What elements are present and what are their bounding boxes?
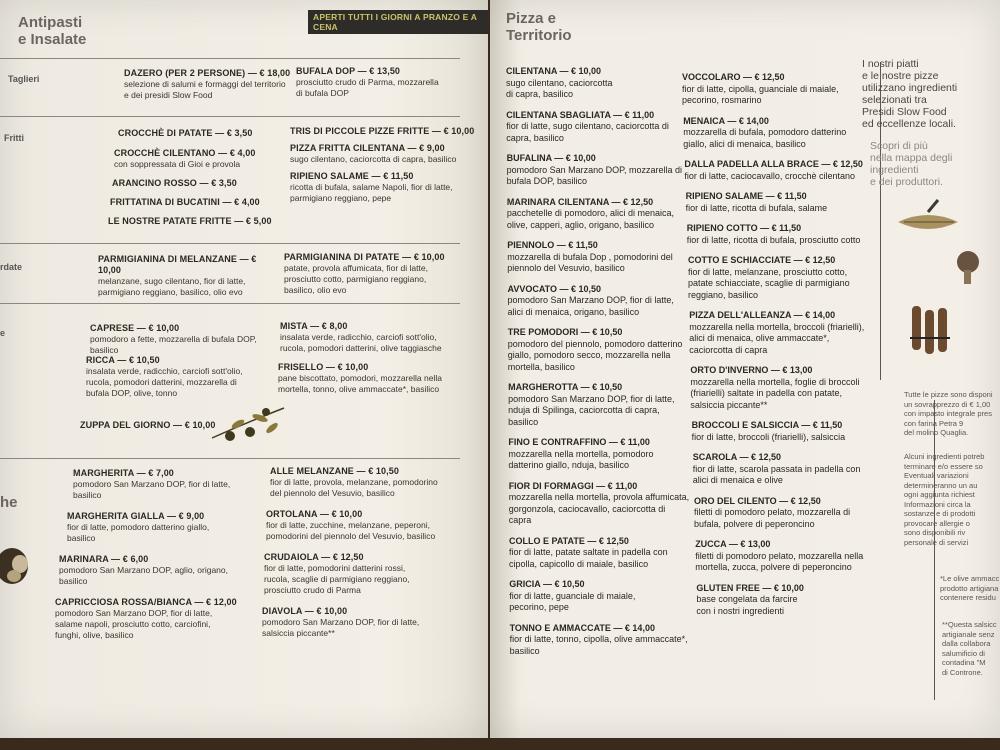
pizza-name: PIENNOLO — € 11,50 [507,240,598,250]
dish-pizza-fritta [290,143,475,165]
dish-parmigiana-patate [284,252,469,296]
pizza-name: FINO E CONTRAFFINO — € 11,00 [508,437,650,447]
dish-arancino [112,178,283,189]
pizza-name: RIPIENO COTTO — € 11,50 [686,223,802,233]
dish-desc: ricotta di bufala, salame Napoli, fior di latte, parmigiano reggiano, pepe [290,182,453,203]
dish-name: ARANCINO ROSSO — € 3,50 [112,178,237,188]
dish-margherita [73,468,265,501]
pizza-item [509,579,696,614]
pizza-item [692,420,874,443]
pizza-name: RIPIENO SALAME — € 11,50 [685,191,807,201]
fritti-right-column [290,126,475,204]
dish-mista [280,321,465,354]
pizza-item [690,365,874,411]
pizza-desc: pomodoro San Marzano DOP, fior di latte, nduja di Spilinga, caciorcotta di capra, basilico [508,393,675,427]
pizza-name: ORTO D'INVERNO — € 13,00 [690,365,813,375]
dish-dazero [124,68,294,101]
dish-name: BUFALA DOP — € 13,50 [296,66,401,76]
pizza-column-2 [682,72,874,626]
pizza-item [508,284,697,319]
dish-name: MARINARA — € 6,00 [59,554,149,564]
dish-crocche-patate [118,128,283,139]
pizza-desc: mozzarella nella mortella, pomodoro datterino giallo, nduja, basilico [508,448,654,470]
dish-name: RIPIENO SALAME — € 11,50 [290,171,414,181]
pizza-item [507,197,696,232]
dish-crudaiola [264,552,482,596]
note-allergeni: Alcuni ingredienti potreb terminare e/o essere so Eventuali variazioni determineranno un au ogni aggiunta richiest Informazioni circa la sostanze e di prodotti provocare allergie o sono disponibili riv personale di servizi [904,452,985,547]
pizza-name: GRICIA — € 10,50 [509,579,585,589]
pizza-territorio-title: Pizza e Territorio [506,10,572,44]
pizza-desc: mozzarella di bufala Dop , pomodorini del piennolo del Vesuvio, basilico [507,251,673,273]
map-text: Scopri di più nella mappa degli ingredienti e dei produttori. [870,140,953,188]
dish-desc: fior di latte, pomodorini datterini rossi, rucola, scaglie di parmigiano reggiano, prosciutto crudo di Parma [264,563,410,595]
dish-desc: sugo cilentano, caciorcotta di capra, basilico [290,154,457,164]
dish-name: PIZZA FRITTA CILENTANA — € 9,00 [290,143,445,153]
pizza-name: DALLA PADELLA ALLA BRACE — € 12,50 [684,159,863,169]
dish-crocche-cilentano [114,148,283,170]
left-menu-page [0,0,488,738]
dish-name: PARMIGIANINA DI MELANZANE — € 10,00 [98,254,257,275]
dish-name: FRITTATINA DI BUCATINI — € 4,00 [110,197,260,207]
dish-name: ALLE MELANZANE — € 10,50 [270,466,399,476]
pizza-name: CILENTANA — € 10,00 [506,66,602,76]
pizza-item [508,437,696,472]
pizza-name: PIZZA DELL'ALLEANZA — € 14,00 [689,310,836,320]
dish-desc: insalata verde, radicchio, carciofi sott'olio, rucola, pomodori datterini, mozzarella di bufala DOP, olive, tonno [86,366,243,398]
pizza-item [506,110,696,145]
pizza-desc: filetti di pomodoro pelato, mozzarella nella mortella, zucca, polvere di peperoncino [695,550,864,572]
pizza-item [510,623,696,658]
section-divider [0,243,460,244]
dish-diavola [262,606,482,639]
garlic-illustration [0,540,40,592]
section-divider [0,58,460,59]
right-menu-page [490,0,1000,738]
category-classiche: he [0,494,18,511]
pizza-desc: sugo cilentano, caciorcotta di capra, basilico [506,77,613,99]
pizza-item [695,539,874,574]
dish-alle-melanzane [270,466,482,499]
antipasti-title: Antipasti e Insalate [18,14,87,48]
dish-name: DIAVOLA — € 10,00 [262,606,348,616]
dish-caprese [90,323,280,356]
pizza-item [508,327,696,373]
pizza-desc: mozzarella nella mortella, provola affumicata, gorgonzola, caciocavallo, caciorcotta di capra [508,492,690,525]
leaf-illustration [894,198,962,242]
pizza-item [508,382,696,428]
pizza-name: GLUTEN FREE — € 10,00 [696,582,804,593]
pizza-name: MARINARA CILENTANA — € 12,50 [506,196,654,207]
dish-name: LE NOSTRE PATATE FRITTE — € 5,00 [108,216,272,226]
dish-name: MARGHERITA GIALLA — € 9,00 [67,511,205,521]
pizza-name: COTTO E SCHIACCIATE — € 12,50 [688,255,836,265]
pizza-name: BUFALINA — € 10,00 [506,153,596,163]
pizza-desc: fior di latte, scarola passata in padella con alici di menaica e olive [692,463,861,485]
dish-name: ORTOLANA — € 10,00 [266,509,363,519]
dish-bufala-dop [296,66,461,99]
dish-tris-pizze [290,126,475,137]
pizza-item [684,159,874,182]
note-integrale: Tutte le pizze sono disponi un sovrapprezzo di € 1,00 con impasto integrale pres con farina Petra 9 del molino Quaglia. [904,390,993,437]
pizza-item [687,223,874,246]
pizza-desc: fior di latte, guanciale di maiale, pecorino, pepe [509,590,636,612]
fritti-left-column [108,128,283,227]
column-divider [934,400,935,700]
pizza-name: MENAICA — € 14,00 [683,115,769,126]
pizza-name: MARGHEROTTA — € 10,50 [508,382,623,392]
pizza-name: AVVOCATO — € 10,50 [507,283,602,294]
category-taglieri: Taglieri [8,74,40,84]
pizza-desc: pomodoro San Marzano DOP, fior di latte, alici di menaica, origano, basilico [507,295,674,317]
pizza-name: SCAROLA — € 12,50 [692,452,781,462]
pizza-name: ZUCCA — € 13,00 [695,539,771,549]
pizza-name: VOCCOLARO — € 12,50 [682,72,785,82]
opening-banner: APERTI TUTTI I GIORNI A PRANZO E A CENA [308,10,488,34]
pizza-item [689,310,874,356]
dish-marinara [59,554,265,587]
slow-food-text: I nostri piatti e le nostre pizze utilizzano ingredienti selezionati tra Presidi Slow Food ed eccellenze locali. [862,58,958,130]
pizza-item [509,481,696,527]
note-salsiccia: **Questa salsicc artigianale senz dalla collabora salumificio di contadina "M di Controne. [942,620,997,677]
classiche-left-column [55,468,265,641]
dish-ripieno-salame [290,171,475,204]
pizza-item [688,255,874,301]
dish-desc: fior di latte, pomodoro datterino giallo, basilico [67,522,210,543]
pizza-desc: fior di latte, sugo cilentano, caciorcotta di capra, basilico [506,121,669,143]
dish-desc: patate, provola affumicata, fior di latte, prosciutto cotto, parmigiano reggiano, basilico, olio evo [284,263,428,295]
dish-desc: pomodoro San Marzano DOP, fior di latte, salame napoli, prosciutto cotto, carciofini, funghi, olive, basilico [55,608,213,640]
broccoli-illustration [948,248,988,288]
note-olive: *Le olive ammacc prodotto artigiana contenere residu [940,574,1000,602]
dish-name: CROCCHÈ CILENTANO — € 4,00 [114,148,256,158]
pizza-desc: fior di latte, ricotta di bufala, prosciutto cotto [686,234,861,245]
dish-desc: melanzane, sugo cilentano, fior di latte, parmigiano reggiano, basilico, olio evo [98,276,246,297]
pizza-item [686,191,874,214]
dish-patate-fritte [108,216,283,227]
pizza-item [507,153,696,188]
dish-margherita-gialla [67,511,265,544]
pizza-name: TONNO E AMMACCATE — € 14,00 [509,622,655,633]
pizza-desc: mozzarella di bufala, pomodoro datterino giallo, alici di menaica, basilico [683,127,847,149]
dish-desc: pomodoro San Marzano DOP, fior di latte, basilico [73,479,231,500]
dish-name: MISTA — € 8,00 [280,321,348,331]
dish-name: CRUDAIOLA — € 12,50 [264,552,364,562]
dish-parmigiana-melanzane [98,254,278,298]
pizza-desc: fior di latte, tonno, cipolla, olive ammaccate*, basilico [509,634,688,656]
pizza-desc: fior di latte, melanzane, prosciutto cotto, patate schiacciate, scaglie di parmigiano reggiano, basilico [688,266,850,300]
pizza-item [694,496,874,531]
pizza-name: TRE POMODORI — € 10,50 [507,327,623,337]
dish-name: DAZERO (PER 2 PERSONE) — € 18,00 [124,68,291,78]
dish-name: FRISELLO — € 10,00 [278,362,369,372]
pizza-item [682,72,874,107]
pizza-desc: pacchetelle di pomodoro, alici di menaica, olive, capperi, aglio, origano, basilico [506,208,674,230]
pizza-desc: fior di latte, cipolla, guanciale di maiale, pecorino, rosmarino [682,83,839,105]
dish-desc: pomodoro a fette, mozzarella di bufala DOP, basilico [90,334,257,355]
dish-desc: insalata verde, radicchio, carciofi sott'olio, rucola, pomodori datterini, olive taggiasche [280,332,442,353]
dish-name: CROCCHÈ DI PATATE — € 3,50 [118,128,253,138]
pizza-item [683,116,874,151]
pizza-item [693,452,874,487]
classiche-right-column [262,466,482,639]
pizza-desc: filetti di pomodoro pelato, mozzarella di bufala, polvere di peperoncino [694,507,851,529]
dish-name: TRIS DI PICCOLE PIZZE FRITTE — € 10,00 [290,126,475,136]
pizza-desc: fior di latte, caciocavallo, crocchè cilentano [684,170,855,181]
dish-desc: prosciutto crudo di Parma, mozzarella di bufala DOP [296,77,439,98]
pizza-desc: mozzarella nella mortella, broccoli (friarielli), alici di menaica, olive ammaccate*, caciorcotta di capra [689,321,865,355]
pizza-column-1 [506,66,696,666]
dish-ricca [86,355,276,399]
dish-name: CAPRESE — € 10,00 [90,323,180,333]
pizza-item [509,536,696,571]
pizza-desc: fior di latte, patate saltate in padella con cipolla, capicollo di maiale, basilico [509,547,668,569]
pizza-desc: base congelata da farcire con i nostri ingredienti [696,594,798,616]
dish-desc: pomodoro San Marzano DOP, aglio, origano, basilico [59,565,228,586]
pizza-desc: fior di latte, broccoli (friarielli), salsiccia [691,431,846,442]
pizza-desc: pomodoro San Marzano DOP, mozzarella di bufala DOP, basilico [506,164,683,186]
dish-name: RICCA — € 10,50 [86,355,160,365]
pepper-illustration [908,302,952,362]
dish-ortolana [266,509,482,542]
section-divider [0,458,460,459]
dish-name: MARGHERITA — € 7,00 [73,468,174,478]
pizza-name: BROCCOLI E SALSICCIA — € 11,50 [691,420,843,430]
dish-capricciosa [55,597,265,641]
pizza-name: CILENTANA SBAGLIATA — € 11,00 [506,109,655,120]
dish-name: ZUPPA DEL GIORNO — € 10,00 [80,420,216,430]
dish-desc: pane biscottato, pomodori, mozzarella nella mortella, tonno, olive ammaccate*, basilico [278,373,442,394]
dish-name: PARMIGIANINA DI PATATE — € 10,00 [284,252,445,262]
pizza-name: FIOR DI FORMAGGI — € 11,00 [508,480,638,491]
category-gratinate: rdate [0,262,23,272]
category-fritti: Fritti [4,133,24,143]
dish-desc: fior di latte, zucchine, melanzane, peperoni, pomodorini del piennolo del Vesuvio, basilico [266,520,436,541]
dish-desc: fior di latte, provola, melanzane, pomodorino del piennolo del Vesuvio, basilico [270,477,438,498]
pizza-item [507,240,696,275]
section-divider [0,116,460,117]
olive-branch-illustration [208,402,288,446]
dish-name: CAPRICCIOSA ROSSA/BIANCA — € 12,00 [55,597,237,607]
pizza-item [696,583,874,618]
dish-frittatina [110,197,283,208]
dish-desc: con soppressata di Gioi e provola [114,159,241,169]
dish-desc: pomodoro San Marzano DOP, fior di latte, salsiccia piccante** [262,617,420,638]
pizza-item [506,66,696,101]
pizza-desc: mozzarella nella mortella, foglie di broccoli (friarielli) saltate in padella con patate, salsiccia piccante** [690,376,860,410]
category-insalate: e [0,328,6,338]
section-divider [0,303,460,304]
pizza-name: COLLO E PATATE — € 12,50 [509,535,629,546]
pizza-desc: fior di latte, ricotta di bufala, salame [685,202,828,213]
dish-desc: selezione di salumi e formaggi del territorio e dei presidi Slow Food [124,79,286,100]
pizza-name: ORO DEL CILENTO — € 12,50 [694,495,821,506]
pizza-desc: pomodoro del piennolo, pomodoro datterino giallo, pomodoro secco, mozzarella nella mortella, basilico [507,338,683,372]
dish-frisello [278,362,468,395]
